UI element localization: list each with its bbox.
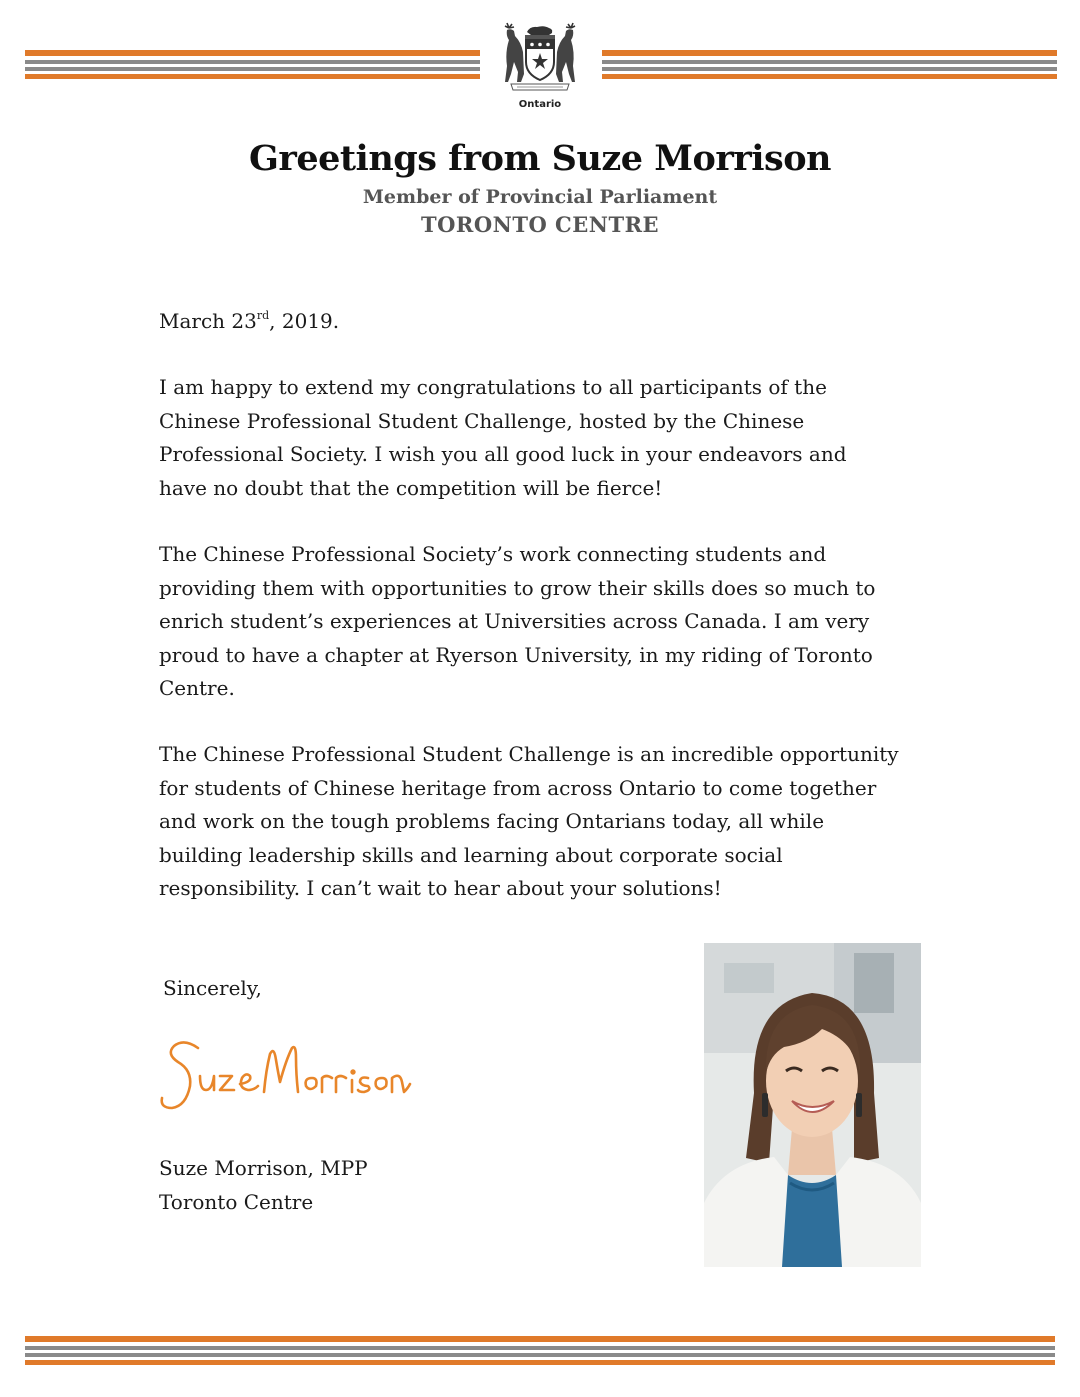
letter-subtitle: Member of Provincial Parliament <box>362 186 718 208</box>
paragraph-2 <box>159 538 939 706</box>
header-stripes-left <box>25 50 480 80</box>
date-rest: , 2019. <box>269 309 340 333</box>
paragraph-line: The Chinese Professional Student Challenge is an incredible opportunity <box>159 742 899 766</box>
paragraph-line: I am happy to extend my congratulations to all participants of the <box>159 375 827 399</box>
paragraph-line: providing them with opportunities to grow their skills does so much to <box>159 575 876 600</box>
header-stripes-right <box>602 50 1057 80</box>
paragraph-line: building leadership skills and learning about corporate social <box>159 842 783 867</box>
portrait-photo <box>704 943 921 1267</box>
paragraph-line: and work on the tough problems facing Ontarians today, all while <box>159 809 825 833</box>
closing: Sincerely, <box>163 976 262 1000</box>
handwritten-signature <box>156 1030 412 1122</box>
paragraph-line: enrich student’s experiences at Universities across Canada. I am very <box>159 609 870 633</box>
ontario-coat-of-arms-icon <box>497 22 583 110</box>
paragraph-line: Centre. <box>159 676 235 700</box>
paragraph-3 <box>159 738 939 906</box>
signer-riding: Toronto Centre <box>159 1190 314 1214</box>
letter-riding: TORONTO CENTRE <box>420 212 660 237</box>
coat-label: Ontario <box>518 99 562 110</box>
footer-stripes <box>25 1336 1055 1366</box>
paragraph-line: responsibility. I can’t wait to hear about your solutions! <box>159 876 722 900</box>
letter-date <box>159 305 339 339</box>
paragraph-line: proud to have a chapter at Ryerson University, in my riding of Toronto <box>159 642 873 667</box>
signer-name: Suze Morrison, MPP <box>159 1156 368 1180</box>
paragraph-line: have no doubt that the competition will be fierce! <box>159 475 663 500</box>
paragraph-line: Professional Society. I wish you all good luck in your endeavors and <box>159 442 847 466</box>
paragraph-line: The Chinese Professional Society’s work connecting students and <box>159 542 827 566</box>
paragraph-line: for students of Chinese heritage from across Ontario to come together <box>159 775 877 800</box>
paragraph-line: Chinese Professional Student Challenge, hosted by the Chinese <box>159 408 805 433</box>
paragraph-1 <box>159 371 939 505</box>
letter-title: Greetings from Suze Morrison <box>248 138 831 179</box>
date-ordinal-suffix: rd <box>256 309 270 322</box>
date-prefix: March 23 <box>159 309 257 333</box>
